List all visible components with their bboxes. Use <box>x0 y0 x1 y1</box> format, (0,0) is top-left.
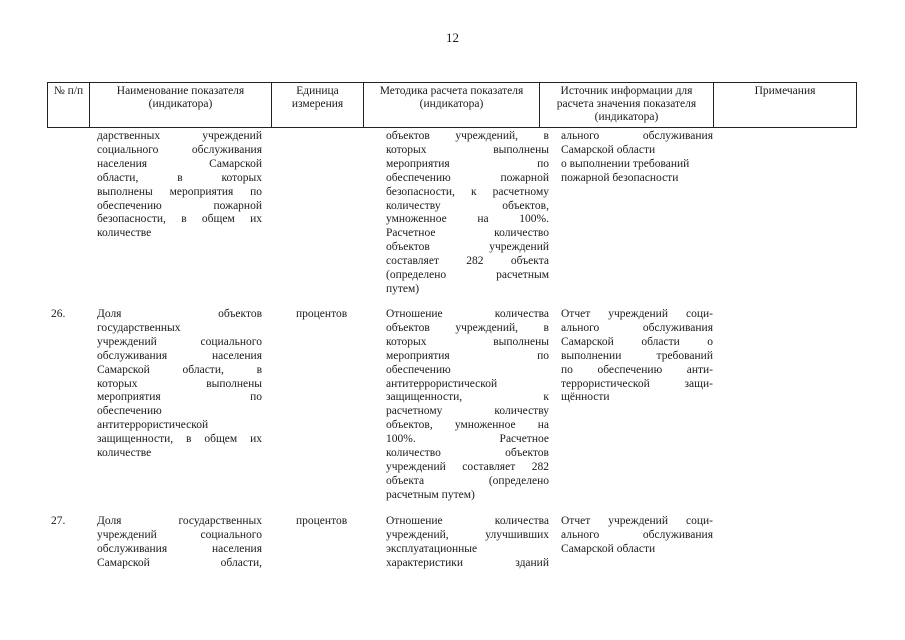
text-line: путем) <box>386 282 420 295</box>
row-method-cell <box>386 308 549 503</box>
text-line: ального обслуживания <box>561 130 713 142</box>
text-line: выполнении требований <box>561 349 713 362</box>
header-method: Методика расчета показателя (индикатора) <box>364 83 540 128</box>
text-line: характеристики зданий <box>386 556 549 569</box>
text-line: количестве <box>97 447 152 460</box>
row-source-cell <box>561 308 713 405</box>
text-line: количестве <box>97 227 152 240</box>
text-line: количество объектов <box>386 447 549 460</box>
text-line: о выполнении требований <box>561 157 690 170</box>
text-line: ального обслуживания <box>561 528 713 541</box>
row-unit: процентов <box>296 515 348 527</box>
row-number: 26. <box>51 308 66 320</box>
text-line: населения Самарской <box>97 157 262 170</box>
text-line: Отношение количества <box>386 308 549 320</box>
text-line: (определено расчетным <box>386 269 549 282</box>
text-line: умноженное на 100%. <box>386 213 549 226</box>
text-line: мероприятия по <box>386 349 549 362</box>
text-line: Доля объектов <box>97 308 262 320</box>
table-header <box>47 82 857 128</box>
text-line: Отчет учреждений соци- <box>561 515 713 527</box>
text-line: пожарной безопасности <box>561 171 679 184</box>
text-line: щённости <box>561 391 610 404</box>
text-line: объектов учреждений, в <box>386 130 549 142</box>
row-name-cell <box>97 130 262 241</box>
text-line: социального обслуживания <box>97 143 262 156</box>
page-number: 12 <box>446 30 459 45</box>
header-notes: Примечания <box>714 83 857 128</box>
text-line: расчетным путем) <box>386 488 475 501</box>
text-line: 100%. Расчетное <box>386 433 549 446</box>
text-line: безопасности, в общем их <box>97 213 262 226</box>
text-line: составляет 282 объекта <box>386 255 549 268</box>
row-unit: процентов <box>296 308 348 320</box>
text-line: обеспечению <box>386 363 451 376</box>
text-line: Доля государственных <box>97 515 262 527</box>
text-line: области, в которых <box>97 171 262 184</box>
text-line: защищенности, в общем их <box>97 433 262 446</box>
text-line: обеспечению <box>97 405 162 418</box>
text-line: Расчетное количество <box>386 227 549 240</box>
text-line: Самарской области о <box>561 335 713 348</box>
row-number: 27. <box>51 515 66 527</box>
text-line: учреждений составляет 282 <box>386 460 549 473</box>
text-line: обеспечению пожарной <box>386 171 549 184</box>
text-line: по обеспечению анти- <box>561 363 713 376</box>
text-line: объектов учреждений <box>386 241 549 254</box>
header-source: Источник информации для расчета значения показателя (индикатора) <box>540 83 714 128</box>
header-name: Наименование показателя (индикатора) <box>90 83 272 128</box>
text-line: террористической защи- <box>561 377 713 390</box>
text-line: Самарской области, <box>97 556 262 569</box>
text-line: объектов учреждений, в <box>386 321 549 334</box>
text-line: эксплуатационные <box>386 542 478 555</box>
text-line: государственных <box>97 321 181 334</box>
text-line: учреждений социального <box>97 528 262 541</box>
text-line: которых выполнены <box>386 335 549 348</box>
text-line: учреждений, улучшивших <box>386 528 549 541</box>
text-line: Самарской области <box>561 143 656 156</box>
text-line: обеспечению пожарной <box>97 199 262 212</box>
text-line: мероприятия по <box>97 391 262 404</box>
text-line: объектов, умноженное на <box>386 419 549 432</box>
text-line: Самарской области, в <box>97 363 262 376</box>
text-line: расчетному количеству <box>386 405 549 418</box>
text-line: которых выполнены <box>97 377 262 390</box>
text-line: Отчет учреждений соци- <box>561 308 713 320</box>
text-line: учреждений социального <box>97 335 262 348</box>
row-name-cell <box>97 515 262 571</box>
text-line: Самарской области <box>561 542 656 555</box>
text-line: мероприятия по <box>386 157 549 170</box>
row-method-cell <box>386 130 549 297</box>
text-line: объекта (определено <box>386 474 549 487</box>
text-line: ального обслуживания <box>561 321 713 334</box>
text-line: защищенности, к <box>386 391 549 404</box>
row-source-cell <box>561 130 713 186</box>
text-line: антитеррористической <box>97 419 209 432</box>
text-line: Отношение количества <box>386 515 549 527</box>
row-name-cell <box>97 308 262 461</box>
text-line: обслуживания населения <box>97 349 262 362</box>
text-line: количеству объектов, <box>386 199 549 212</box>
header-unit: Единица измерения <box>272 83 364 128</box>
text-line: дарственных учреждений <box>97 130 262 142</box>
text-line: которых выполнены <box>386 143 549 156</box>
text-line: выполнены мероприятия по <box>97 185 262 198</box>
header-num: № п/п <box>48 83 90 128</box>
text-line: антитеррористической <box>386 377 498 390</box>
text-line: безопасности, к расчетному <box>386 185 549 198</box>
row-source-cell <box>561 515 713 557</box>
row-method-cell <box>386 515 549 571</box>
text-line: обслуживания населения <box>97 542 262 555</box>
